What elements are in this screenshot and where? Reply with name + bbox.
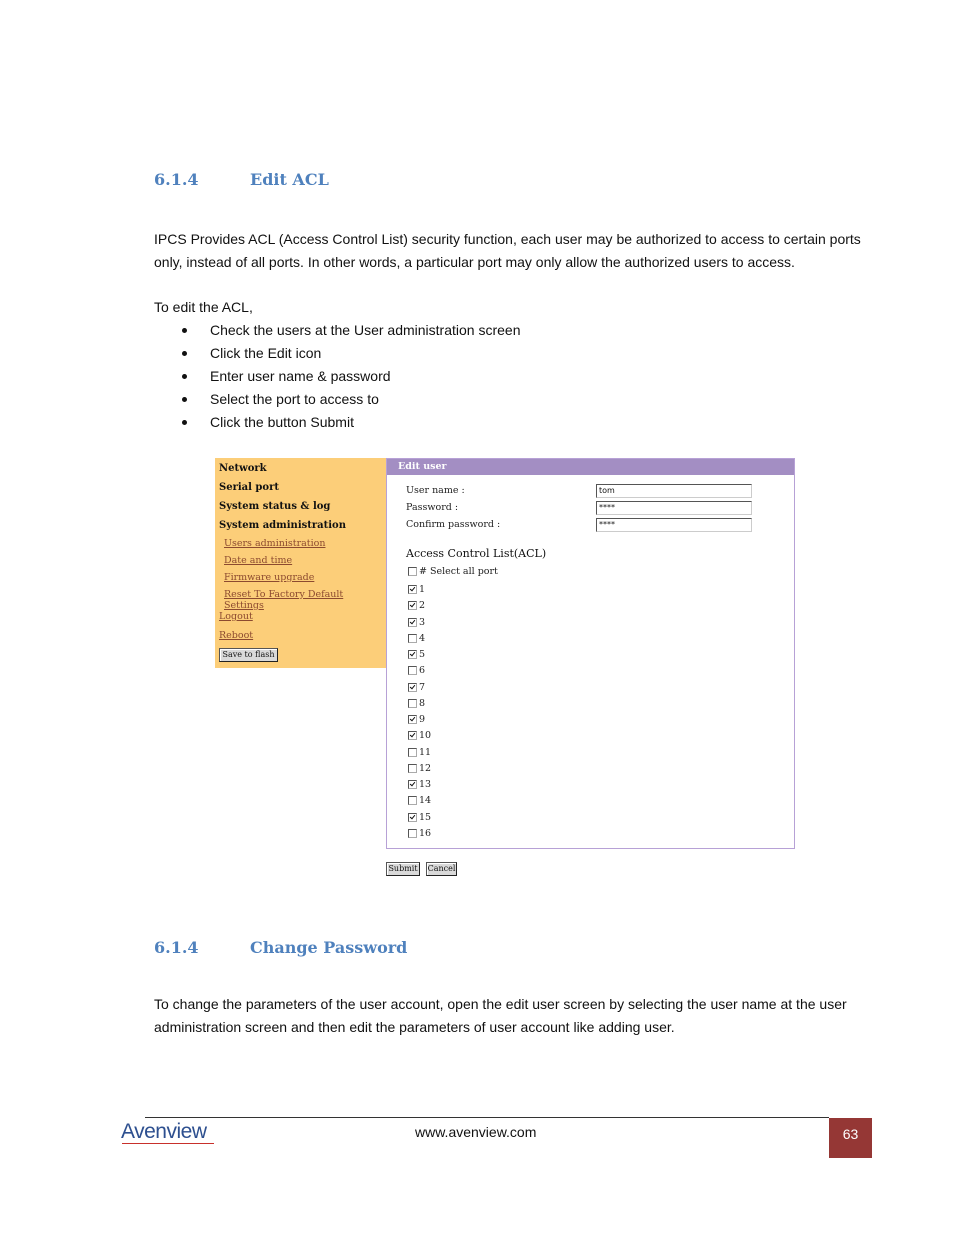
change-password-paragraph: To change the parameters of the user account, open the edit user screen by selecting the user name at the user administration screen and then edit the parameters of user account like adding user. bbox=[154, 996, 847, 1035]
port-row bbox=[408, 812, 431, 824]
port-row bbox=[408, 584, 425, 596]
password-input[interactable]: **** bbox=[596, 501, 752, 515]
section-title: Edit ACL bbox=[250, 170, 329, 189]
list-item bbox=[154, 365, 754, 388]
port-label: 16 bbox=[419, 827, 432, 839]
port-row bbox=[408, 747, 431, 759]
select-all-checkbox[interactable] bbox=[408, 567, 417, 576]
port-checkbox[interactable] bbox=[408, 618, 417, 627]
list-item bbox=[154, 319, 754, 342]
select-all-row bbox=[408, 566, 498, 578]
step-text: Click the Edit icon bbox=[210, 345, 322, 361]
port-row bbox=[408, 730, 431, 742]
username-label: User name : bbox=[406, 485, 465, 496]
port-label: 1 bbox=[419, 584, 426, 595]
port-label: 12 bbox=[419, 762, 432, 774]
step-text: Check the users at the User administration screen bbox=[210, 322, 521, 338]
port-label: 5 bbox=[419, 649, 426, 660]
port-checkbox[interactable] bbox=[408, 634, 417, 643]
port-checkbox[interactable] bbox=[408, 715, 417, 724]
menu-date-and-time[interactable]: Date and time bbox=[224, 555, 293, 566]
menu-network[interactable]: Network bbox=[219, 463, 267, 474]
bullet-icon bbox=[182, 328, 187, 333]
port-row bbox=[408, 600, 425, 612]
list-item bbox=[154, 342, 754, 365]
section-number: 6.1.4 bbox=[154, 170, 199, 189]
port-row bbox=[408, 698, 425, 710]
edit-user-screenshot bbox=[215, 458, 797, 883]
port-row bbox=[408, 714, 425, 726]
step-text: Enter user name & password bbox=[210, 368, 391, 384]
port-checkbox[interactable] bbox=[408, 748, 417, 757]
port-checkbox[interactable] bbox=[408, 780, 417, 789]
cancel-button[interactable]: Cancel bbox=[426, 862, 457, 876]
port-row bbox=[408, 763, 431, 775]
port-label: 4 bbox=[419, 632, 426, 644]
port-row bbox=[408, 682, 425, 694]
port-label: 3 bbox=[419, 616, 426, 628]
menu-users-administration[interactable]: Users administration bbox=[224, 538, 326, 549]
side-menu bbox=[215, 458, 386, 668]
port-row bbox=[408, 665, 425, 677]
port-row bbox=[408, 649, 425, 661]
menu-reboot[interactable]: Reboot bbox=[219, 630, 254, 641]
footer-divider bbox=[145, 1117, 829, 1118]
section-title: Change Password bbox=[250, 938, 408, 957]
port-label: 11 bbox=[419, 746, 432, 758]
confirm-password-label: Confirm password : bbox=[406, 519, 501, 530]
panel-header: Edit user bbox=[387, 459, 794, 475]
acl-title: Access Control List(ACL) bbox=[406, 547, 547, 560]
page-number: 63 bbox=[829, 1118, 872, 1158]
menu-logout[interactable]: Logout bbox=[219, 611, 253, 622]
port-checkbox[interactable] bbox=[408, 585, 417, 594]
port-row bbox=[408, 633, 425, 645]
port-row bbox=[408, 795, 431, 807]
port-row bbox=[408, 779, 431, 791]
port-checkbox[interactable] bbox=[408, 764, 417, 773]
bullet-icon bbox=[182, 397, 187, 402]
save-to-flash-button[interactable]: Save to flash bbox=[219, 648, 278, 662]
menu-system-administration[interactable]: System administration bbox=[219, 520, 346, 531]
menu-serial-port[interactable]: Serial port bbox=[219, 482, 279, 493]
submit-button[interactable]: Submit bbox=[386, 862, 420, 876]
port-checkbox[interactable] bbox=[408, 601, 417, 610]
bullet-icon bbox=[182, 420, 187, 425]
port-checkbox[interactable] bbox=[408, 829, 417, 838]
bullet-icon bbox=[182, 351, 187, 356]
menu-firmware-upgrade[interactable]: Firmware upgrade bbox=[224, 572, 315, 583]
steps-intro: To edit the ACL, bbox=[154, 299, 253, 315]
steps-list bbox=[154, 319, 754, 434]
step-text: Click the button Submit bbox=[210, 414, 354, 430]
port-label: 10 bbox=[419, 730, 432, 742]
step-text: Select the port to access to bbox=[210, 391, 379, 407]
port-checkbox[interactable] bbox=[408, 666, 417, 675]
port-checkbox[interactable] bbox=[408, 813, 417, 822]
menu-reset-factory[interactable]: Reset To Factory Default Settings bbox=[224, 589, 344, 611]
footer-url: www.avenview.com bbox=[415, 1124, 537, 1140]
avenview-logo: Avenview bbox=[121, 1120, 207, 1143]
port-label: 15 bbox=[419, 811, 432, 823]
port-label: 9 bbox=[419, 714, 426, 725]
confirm-password-input[interactable]: **** bbox=[596, 518, 752, 532]
password-label: Password : bbox=[406, 502, 459, 513]
port-row bbox=[408, 828, 431, 840]
port-row bbox=[408, 617, 425, 629]
port-checkbox[interactable] bbox=[408, 731, 417, 740]
port-label: 2 bbox=[419, 600, 426, 612]
list-item bbox=[154, 411, 754, 434]
port-label: 8 bbox=[419, 697, 426, 709]
port-checkbox[interactable] bbox=[408, 650, 417, 659]
logo-underline bbox=[122, 1143, 214, 1144]
port-label: 6 bbox=[419, 665, 426, 677]
edit-user-panel bbox=[386, 458, 795, 849]
port-checkbox[interactable] bbox=[408, 683, 417, 692]
username-input[interactable]: tom bbox=[596, 484, 752, 498]
port-checkbox[interactable] bbox=[408, 796, 417, 805]
section-number: 6.1.4 bbox=[154, 938, 199, 957]
port-checkbox[interactable] bbox=[408, 699, 417, 708]
menu-system-status[interactable]: System status & log bbox=[219, 501, 331, 512]
port-label: 7 bbox=[419, 681, 426, 693]
port-label: 13 bbox=[419, 779, 432, 790]
list-item bbox=[154, 388, 754, 411]
select-all-label: # Select all port bbox=[419, 566, 498, 577]
intro-paragraph: IPCS Provides ACL (Access Control List) security function, each user may be authorized to access to certain ports only, instead of all ports. In other words, a particular port may only allow the authorized users to access. bbox=[154, 231, 861, 270]
port-label: 14 bbox=[419, 795, 432, 807]
bullet-icon bbox=[182, 374, 187, 379]
